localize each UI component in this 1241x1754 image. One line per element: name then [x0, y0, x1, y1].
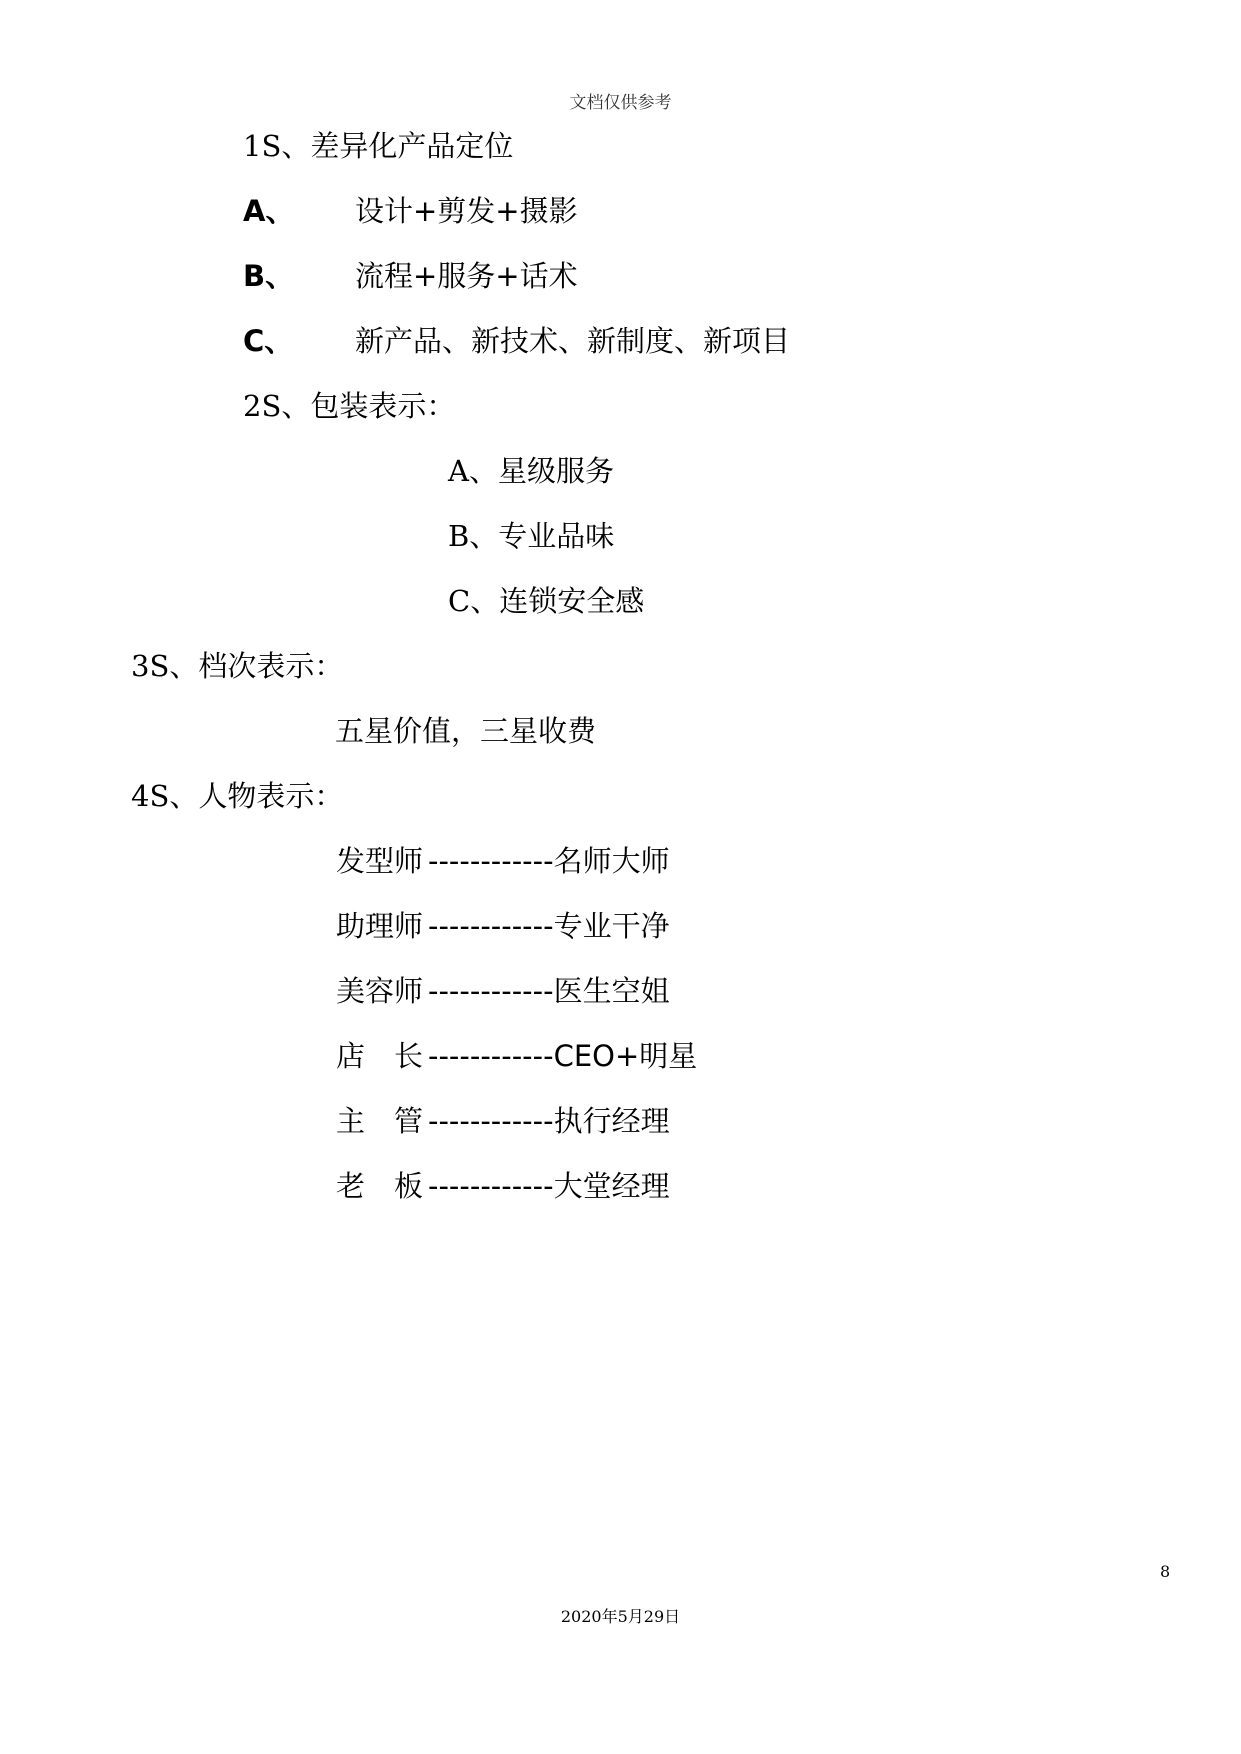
item-c-text: 新产品、新技术、新制度、新项目	[355, 324, 791, 358]
role-dash: ------------	[428, 1039, 554, 1073]
role-desc: CEO+明星	[553, 1039, 698, 1073]
role-name: 店 长	[336, 1039, 424, 1073]
role-name: 发型师	[336, 844, 424, 878]
section-3s-title: 3S、档次表示：	[131, 649, 344, 683]
role-name: 老 板	[336, 1169, 424, 1203]
item-b-text: 流程+服务+话术	[355, 259, 578, 293]
role-row	[336, 973, 670, 1009]
role-row	[336, 843, 670, 879]
s2-item-b: B、专业品味	[448, 519, 615, 553]
role-dash: ------------	[428, 974, 554, 1008]
role-dash: ------------	[428, 1104, 554, 1138]
role-desc: 名师大师	[553, 844, 670, 878]
role-name: 助理师	[336, 909, 424, 943]
s2-item-a: A、星级服务	[448, 454, 614, 488]
page-number: 8	[1160, 1562, 1171, 1581]
role-dash: ------------	[428, 844, 554, 878]
section-1s-title: 1S、差异化产品定位	[243, 129, 514, 163]
role-row	[336, 1103, 670, 1139]
section-2s-title: 2S、包装表示：	[243, 389, 456, 423]
item-b-label: B、	[243, 259, 295, 293]
role-dash: ------------	[428, 1169, 554, 1203]
item-a-text: 设计+剪发+摄影	[355, 194, 578, 228]
role-row	[336, 1038, 697, 1074]
role-dash: ------------	[428, 909, 554, 943]
role-name: 主 管	[336, 1104, 424, 1138]
item-a-label: A、	[243, 194, 295, 228]
s2-item-c: C、连锁安全感	[448, 584, 645, 618]
role-desc: 医生空姐	[553, 974, 670, 1008]
item-c-label: C、	[243, 324, 294, 358]
role-row	[336, 908, 670, 944]
page-header: 文档仅供参考	[569, 93, 672, 113]
role-row	[336, 1168, 670, 1204]
role-desc: 执行经理	[553, 1104, 670, 1138]
footer-date: 2020年5月29日	[560, 1607, 681, 1626]
s3-text: 五星价值，三星收费	[335, 714, 597, 748]
role-desc: 大堂经理	[553, 1169, 670, 1203]
role-name: 美容师	[336, 974, 424, 1008]
section-4s-title: 4S、人物表示：	[131, 779, 344, 813]
role-desc: 专业干净	[553, 909, 670, 943]
